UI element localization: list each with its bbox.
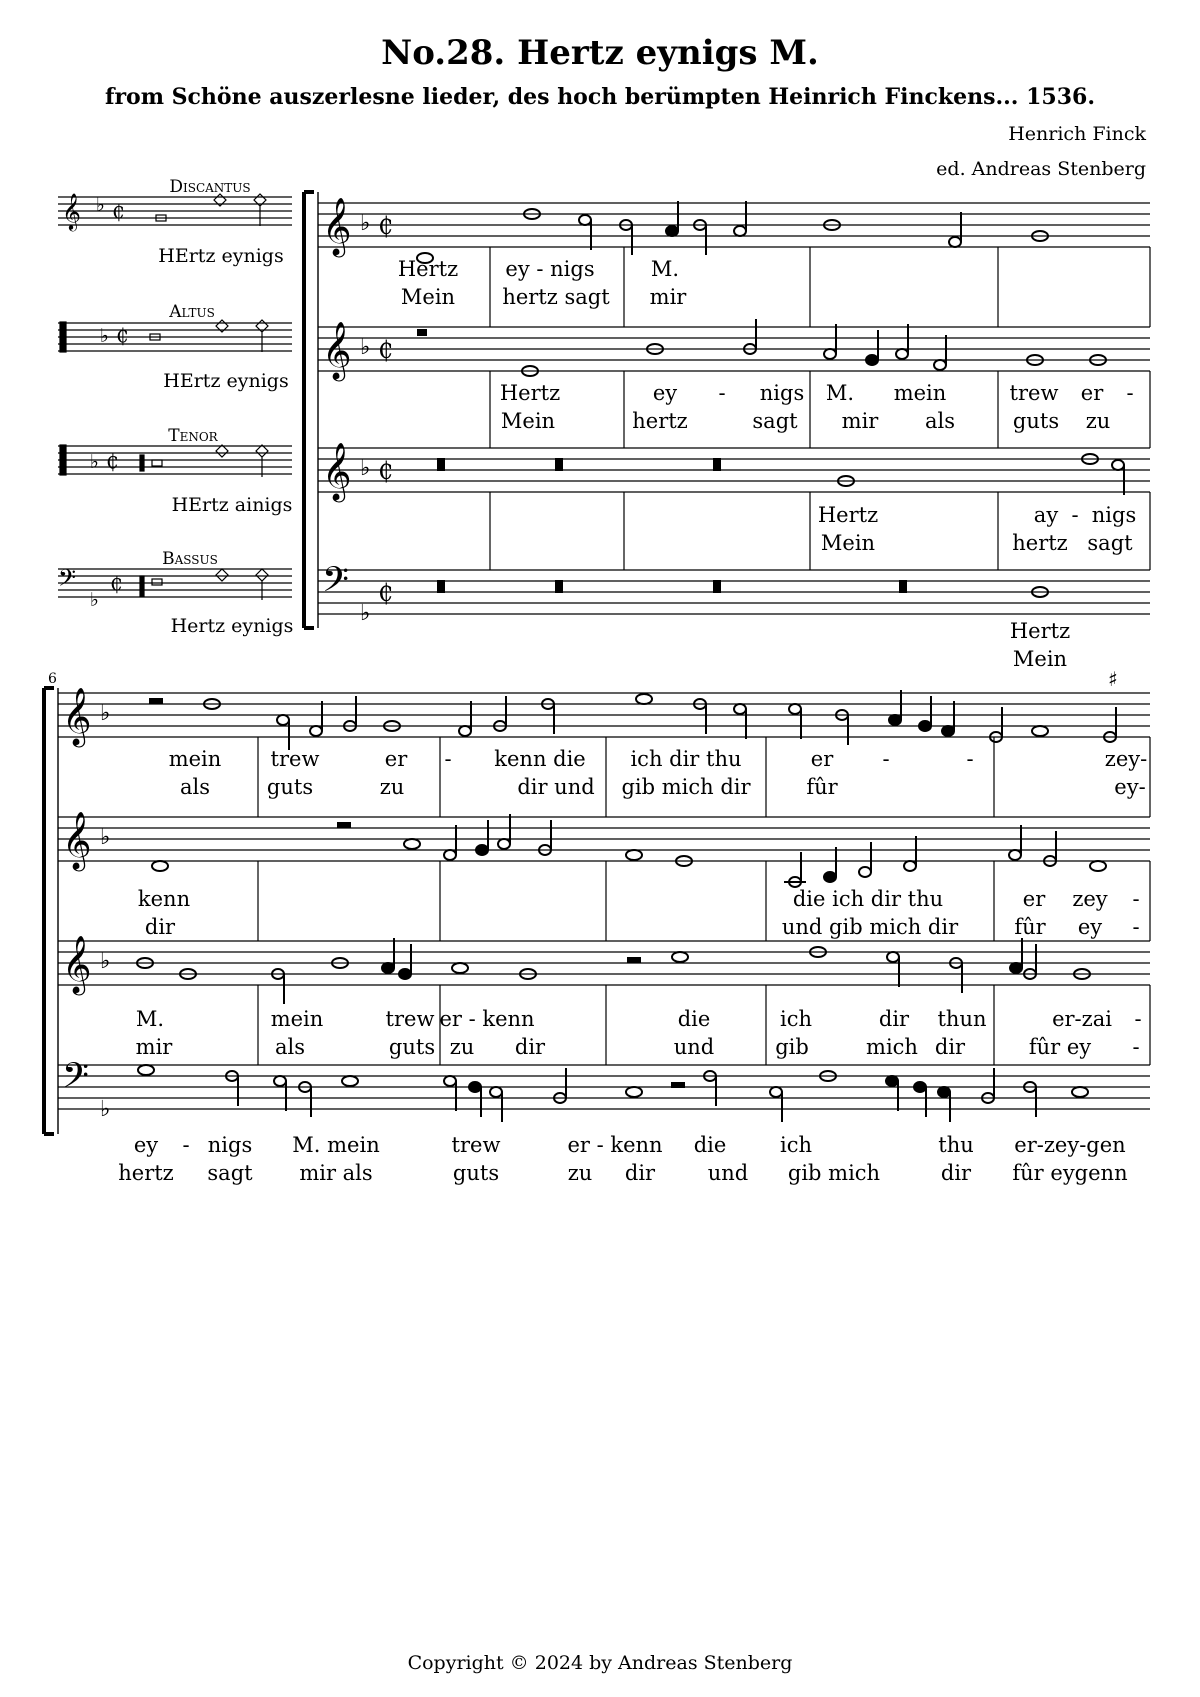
lyric: ich (779, 1007, 813, 1031)
lyric: zu (449, 1035, 475, 1059)
cut-time-icon: ₵ (106, 449, 119, 473)
minim-note-icon (256, 320, 268, 352)
copyright-footer: Copyright © 2024 by Andreas Stenberg (407, 1652, 793, 1674)
rest-icon (150, 699, 162, 703)
lyric: nigs (207, 1133, 253, 1157)
treble-8-clef-icon: 𝄞 (322, 442, 352, 500)
lyric: und (707, 1161, 749, 1185)
rest-icon (628, 958, 640, 962)
flat-icon: ♭ (100, 949, 111, 974)
lyric: die (677, 1007, 711, 1031)
minim-note-icon (256, 445, 268, 477)
lyric: zey (1072, 887, 1108, 911)
rest-icon (338, 823, 350, 827)
incipit-lyric-bassus: Hertz eynigs (170, 615, 294, 637)
treble-clef-icon: 𝄞 (62, 192, 81, 230)
lyric: thun (937, 1007, 987, 1031)
discantus-notes-1 (417, 201, 1048, 263)
lyric: ey (652, 381, 678, 405)
voice-name-discantus: Discantus (169, 177, 251, 197)
semibreve-note-icon (216, 569, 228, 581)
lyric: ey (1077, 915, 1103, 939)
c-clef-icon (60, 445, 66, 475)
flat-icon: ♭ (100, 825, 111, 850)
lyric: trew (451, 1133, 501, 1157)
lyric: Mein (400, 285, 456, 309)
lyric: dir (934, 1035, 966, 1059)
lyric: er-zey-gen (1014, 1133, 1126, 1157)
lyric: trew (385, 1007, 435, 1031)
lyric: M. (650, 257, 680, 281)
bassus-notes-1 (438, 581, 1048, 597)
rest-icon (438, 581, 444, 592)
lyric: guts (388, 1035, 436, 1059)
voice-name-bassus: Bassus (162, 549, 218, 569)
lyric: - (1071, 503, 1079, 527)
lyric: dir (624, 1161, 656, 1185)
rest-icon (140, 576, 144, 596)
lyric: hertz (632, 409, 688, 433)
treble-clef-icon: 𝄞 (322, 321, 352, 379)
lyric: - (1132, 915, 1140, 939)
lyric: kenn die (494, 747, 586, 771)
lyric: zu (567, 1161, 593, 1185)
cut-time-icon: ₵ (378, 579, 394, 607)
system-2-staves (58, 693, 1150, 1109)
lyric: - (718, 381, 726, 405)
lyric: gib mich (787, 1161, 881, 1185)
lyric: Mein (820, 531, 876, 555)
flat-icon: ♭ (360, 456, 371, 481)
lyric: dir (878, 1007, 910, 1031)
lyric: kenn (137, 887, 191, 911)
cut-time-icon: ₵ (112, 199, 125, 223)
lyric: M. (825, 381, 855, 405)
flat-icon: ♭ (96, 194, 105, 216)
tenor-notes-2 (137, 938, 1090, 1004)
lyric: fûr eygenn (1012, 1161, 1128, 1185)
lyric: mir (649, 285, 687, 309)
lyric: gib (775, 1035, 809, 1059)
lyric: mir als (299, 1161, 373, 1185)
lyric: als (924, 409, 956, 433)
treble-8-clef-icon: 𝄞 (62, 935, 92, 993)
lyric: dir und (517, 775, 595, 799)
lyric: M. mein (292, 1133, 380, 1157)
lyric: fûr (1014, 915, 1046, 939)
page-subtitle: from Schöne auszerlesne lieder, des hoch berümpten Heinrich Finckens... 1536. (104, 84, 1096, 110)
lyric: dir (940, 1161, 972, 1185)
lyric: er (810, 747, 834, 771)
maxima-note-icon (152, 460, 162, 466)
lyric: mich (866, 1035, 918, 1059)
lyric: ay (1033, 503, 1059, 527)
lyric: sagt (207, 1161, 253, 1185)
flat-icon: ♭ (360, 601, 371, 626)
lyric: M. (135, 1007, 165, 1031)
rest-icon (140, 455, 144, 471)
lyric: trew (270, 747, 320, 771)
c-clef-icon (60, 322, 66, 352)
lyric: guts (266, 775, 314, 799)
treble-clef-icon: 𝄞 (62, 687, 92, 745)
rest-icon (714, 581, 720, 592)
rest-icon (438, 459, 444, 470)
lyric: gib mich dir (621, 775, 751, 799)
bass-clef-icon: 𝄢 (58, 564, 77, 597)
incipit-discantus-staff (58, 197, 292, 225)
lyric: mir (841, 409, 879, 433)
cut-time-icon: ₵ (110, 571, 123, 595)
lyric: sagt (1087, 531, 1133, 555)
flat-icon: ♭ (360, 335, 371, 360)
lyric: dir (514, 1035, 546, 1059)
lyric: - (182, 1133, 190, 1157)
lyric: die ich dir thu (792, 887, 944, 911)
lyric: dir (144, 915, 176, 939)
lyric: Mein (1012, 647, 1068, 671)
lyric: - (1126, 381, 1134, 405)
cut-time-icon: ₵ (378, 457, 394, 485)
maxima-note-icon (152, 579, 162, 585)
cut-time-icon: ₵ (378, 212, 394, 240)
lyric: zey- (1104, 747, 1148, 771)
lyric: er (1080, 381, 1104, 405)
lyric: mein (893, 381, 947, 405)
lyric: mein (270, 1007, 324, 1031)
cut-time-icon: ₵ (378, 336, 394, 364)
incipit-lyric-tenor: HErtz ainigs (171, 494, 293, 516)
rest-icon (418, 330, 426, 335)
treble-clef-icon: 𝄞 (62, 811, 92, 869)
lyric: er - kenn (439, 1007, 535, 1031)
lyric: er-zai (1052, 1007, 1112, 1031)
lyric: sagt (752, 409, 798, 433)
rest-icon (556, 459, 562, 470)
lyric: - (1132, 887, 1140, 911)
composer-credit: Henrich Finck (1008, 123, 1146, 145)
incipit-lyric-discantus: HErtz eynigs (158, 245, 284, 267)
lyric: Mein (500, 409, 556, 433)
lyric: als (274, 1035, 306, 1059)
lyric: Hertz (1009, 619, 1071, 643)
lyric: ich (779, 1133, 813, 1157)
lyric: - (882, 747, 890, 771)
flat-icon: ♭ (100, 1097, 111, 1122)
semibreve-note-icon (216, 445, 228, 457)
rest-icon (900, 581, 906, 592)
flat-icon: ♭ (90, 589, 99, 611)
lyric: ich dir thu (630, 747, 742, 771)
rest-icon (672, 1083, 684, 1087)
lyric: Hertz (499, 381, 561, 405)
lyric: und (673, 1035, 715, 1059)
minim-note-icon (256, 569, 268, 600)
bass-clef-icon: 𝄢 (62, 1055, 90, 1104)
rest-icon (714, 459, 720, 470)
lyric: ey - nigs (505, 257, 595, 281)
system-2 (44, 667, 1150, 1134)
lyric: zu (379, 775, 405, 799)
lyric: - (1134, 1007, 1142, 1031)
rest-icon (556, 581, 562, 592)
flat-icon: ♭ (100, 325, 109, 347)
lyric: fûr (806, 775, 838, 799)
sharp-icon: ♯ (1108, 667, 1118, 691)
tenor-notes-1 (438, 454, 1124, 495)
page-title: No.28. Hertz eynigs M. (381, 33, 819, 73)
lyric: er (384, 747, 408, 771)
lyric: Hertz (817, 503, 879, 527)
lyric: ey- (1114, 775, 1146, 799)
flat-icon: ♭ (360, 211, 371, 236)
lyric: er (1022, 887, 1046, 911)
lyric: er - kenn (567, 1133, 663, 1157)
lyric: die (693, 1133, 727, 1157)
lyric: Hertz (397, 257, 459, 281)
system-2-lyrics (118, 747, 1147, 1185)
voice-name-tenor: Tenor (168, 426, 218, 446)
lyric: guts (1012, 409, 1060, 433)
lyric: hertz sagt (502, 285, 610, 309)
lyric: mein (168, 747, 222, 771)
bassus-notes-2 (138, 1065, 1088, 1122)
lyric: guts (452, 1161, 500, 1185)
voice-name-altus: Altus (169, 302, 215, 322)
lyric: - (444, 747, 452, 771)
flat-icon: ♭ (100, 701, 111, 726)
bass-clef-icon: 𝄢 (322, 559, 350, 608)
lyric: nigs (1091, 503, 1137, 527)
lyric: thu (938, 1133, 974, 1157)
minim-note-icon (254, 194, 266, 226)
system-bracket (304, 192, 314, 628)
lyric: - (966, 747, 974, 771)
lyric: fûr ey (1028, 1035, 1092, 1059)
lyric: zu (1085, 409, 1111, 433)
discantus-notes-2 (150, 690, 1116, 750)
flat-icon: ♭ (90, 451, 99, 473)
incipit-lyric-altus: HErtz eynigs (163, 370, 289, 392)
lyric: nigs (759, 381, 805, 405)
treble-clef-icon: 𝄞 (322, 197, 352, 255)
lyric: trew (1009, 381, 1059, 405)
measure-number: 6 (48, 671, 57, 687)
lyric: hertz (1012, 531, 1068, 555)
system-bracket (44, 688, 54, 1134)
lyric: mir (135, 1035, 173, 1059)
editor-credit: ed. Andreas Stenberg (936, 158, 1146, 180)
lyric: ey (133, 1133, 159, 1157)
lyric: und gib mich dir (781, 915, 959, 939)
system-1-lyrics (398, 257, 1136, 671)
lyric: hertz (118, 1161, 174, 1185)
cut-time-icon: ₵ (116, 323, 129, 347)
lyric: - (1132, 1035, 1140, 1059)
lyric: als (179, 775, 211, 799)
